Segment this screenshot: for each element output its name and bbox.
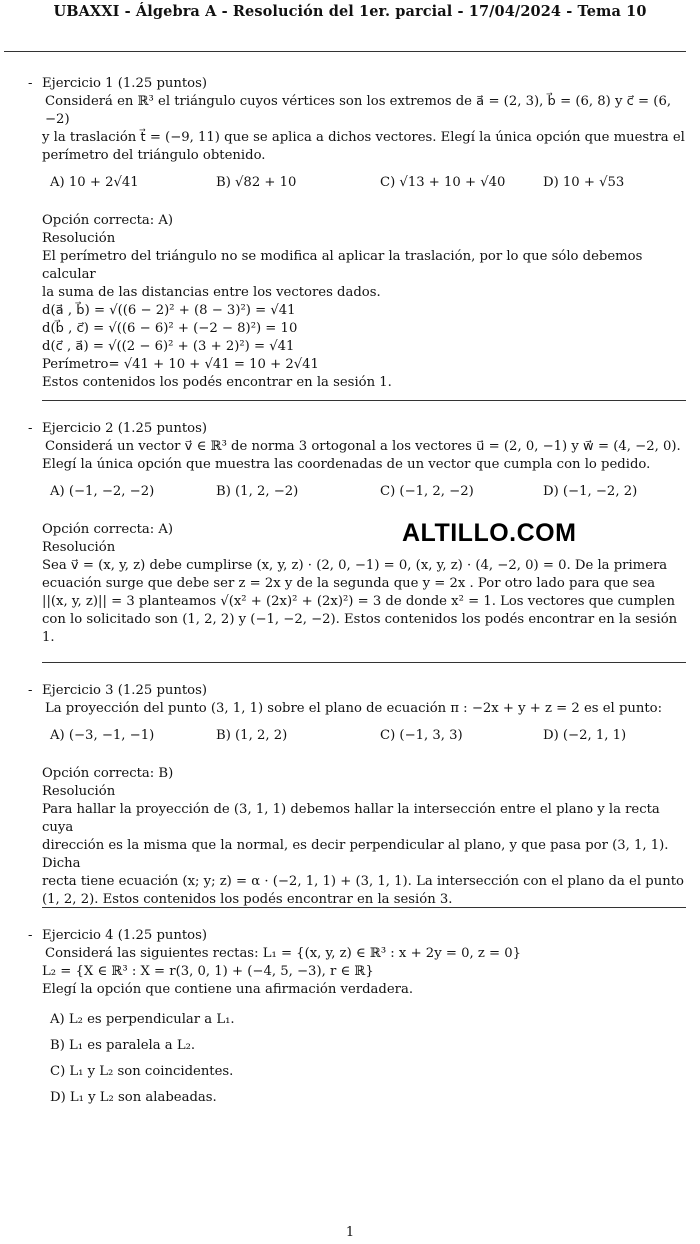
bullet-dash: - xyxy=(28,76,33,91)
resolution-line: dirección es la misma que la normal, es decir perpendicular al plano, y que pasa por (3, 1, 1). Dicha xyxy=(42,838,669,871)
bullet-dash: - xyxy=(28,683,33,698)
bullet-dash: - xyxy=(28,928,33,943)
options-row xyxy=(28,483,686,503)
options-row xyxy=(28,174,686,194)
exercise-heading: Ejercicio 1 (1.25 puntos) xyxy=(42,76,208,91)
statement-line: Considerá las siguientes rectas: L₁ = {(x, y, z) ∈ ℝ³ : x + 2y = 0, z = 0} xyxy=(45,946,522,961)
statement-line: Elegí la única opción que muestra las coordenadas de un vector que cumpla con lo pedido. xyxy=(42,457,651,472)
options-list xyxy=(50,1011,686,1115)
option-b: B) (1, 2, −2) xyxy=(216,484,299,499)
resolution-line: Sea v⃗ = (x, y, z) debe cumplirse (x, y, z) · (2, 0, −1) = 0, (x, y, z) · (4, −2, 0) = 0. De la primera xyxy=(42,558,668,573)
exercise-4 xyxy=(28,927,686,1115)
watermark-logo: ALTILLO.COM xyxy=(402,519,577,547)
statement-line: L₂ = {X ∈ ℝ³ : X = r(3, 0, 1) + (−4, 5, −3), r ∈ ℝ} xyxy=(42,964,374,979)
section-divider xyxy=(42,907,686,908)
resolution-block xyxy=(42,765,686,909)
resolution-line: d(c⃗ , a⃗) = √((2 − 6)² + (3 + 2)²) = √41 xyxy=(42,339,295,354)
option-a: A) (−3, −1, −1) xyxy=(50,728,155,743)
option-c: C) L₁ y L₂ son coincidentes. xyxy=(50,1064,234,1079)
correct-answer: Opción correcta: B) xyxy=(42,766,174,781)
header-divider xyxy=(4,51,686,52)
resolution-line: con lo solicitado son (1, 2, 2) y (−1, −2, −2). Estos contenidos los podés encontrar en la sesión 1. xyxy=(42,612,678,645)
correct-answer: Opción correcta: A) xyxy=(42,522,174,537)
option-b: B) √82 + 10 xyxy=(216,175,297,190)
section-divider xyxy=(42,400,686,401)
resolution-line: El perímetro del triángulo no se modifica al aplicar la traslación, por lo que sólo debemos calcular xyxy=(42,249,643,282)
resolution-line: d(b⃗ , c⃗) = √((6 − 6)² + (−2 − 8)²) = 10 xyxy=(42,321,298,336)
page-title: UBAXXI - Álgebra A - Resolución del 1er. parcial - 17/04/2024 - Tema 10 xyxy=(53,3,647,20)
statement-line: Considerá un vector v⃗ ∈ ℝ³ de norma 3 ortogonal a los vectores u⃗ = (2, 0, −1) y w⃗ = (4, −2, 0). xyxy=(45,439,681,454)
statement-line: Considerá en ℝ³ el triángulo cuyos vértices son los extremos de a⃗ = (2, 3), b⃗ = (6, 8) y c⃗ = (6, −2) xyxy=(45,94,672,127)
option-b: B) (1, 2, 2) xyxy=(216,728,288,743)
statement-line: y la traslación t⃗ = (−9, 11) que se aplica a dichos vectores. Elegí la única opción que muestra el xyxy=(42,130,685,145)
resolution-line: ecuación surge que debe ser z = 2x y de la segunda que y = 2x . Por otro lado para que sea xyxy=(42,576,656,591)
statement-line: perímetro del triángulo obtenido. xyxy=(42,148,266,163)
option-a: A) (−1, −2, −2) xyxy=(50,484,155,499)
options-row xyxy=(28,727,686,747)
option-b: B) L₁ es paralela a L₂. xyxy=(50,1038,196,1053)
option-d: D) 10 + √53 xyxy=(543,175,625,190)
option-a: A) L₂ es perpendicular a L₁. xyxy=(50,1012,235,1027)
exercise-2 xyxy=(28,420,686,647)
option-c: C) (−1, 2, −2) xyxy=(380,484,474,499)
resolution-label: Resolución xyxy=(42,540,116,555)
exercise-heading: Ejercicio 4 (1.25 puntos) xyxy=(42,928,208,943)
bullet-dash: - xyxy=(28,421,33,436)
exercise-1 xyxy=(28,75,686,392)
resolution-line: Perímetro= √41 + 10 + √41 = 10 + 2√41 xyxy=(42,357,319,372)
statement-line: La proyección del punto (3, 1, 1) sobre el plano de ecuación π : −2x + y + z = 2 es el punto: xyxy=(45,701,663,716)
resolution-line: (1, 2, 2). Estos contenidos los podés encontrar en la sesión 3. xyxy=(42,892,453,907)
resolution-block xyxy=(42,521,686,647)
option-d: D) (−2, 1, 1) xyxy=(543,728,627,743)
resolution-line: Para hallar la proyección de (3, 1, 1) debemos hallar la intersección entre el plano y la recta cuya xyxy=(42,802,660,835)
resolution-line: Estos contenidos los podés encontrar en la sesión 1. xyxy=(42,375,392,390)
correct-answer: Opción correcta: A) xyxy=(42,213,174,228)
option-c: C) √13 + 10 + √40 xyxy=(380,175,506,190)
exercise-heading: Ejercicio 3 (1.25 puntos) xyxy=(42,683,208,698)
resolution-label: Resolución xyxy=(42,231,116,246)
resolution-line: d(a⃗ , b⃗) = √((6 − 2)² + (8 − 3)²) = √41 xyxy=(42,303,296,318)
exercise-heading: Ejercicio 2 (1.25 puntos) xyxy=(42,421,208,436)
option-a: A) 10 + 2√41 xyxy=(50,175,139,190)
resolution-label: Resolución xyxy=(42,784,116,799)
resolution-block xyxy=(42,212,686,392)
option-c: C) (−1, 3, 3) xyxy=(380,728,463,743)
page-number: 1 xyxy=(345,1225,355,1240)
statement-line: Elegí la opción que contiene una afirmación verdadera. xyxy=(42,982,414,997)
option-d: D) (−1, −2, 2) xyxy=(543,484,638,499)
exercise-3 xyxy=(28,682,686,909)
resolution-line: ||(x, y, z)|| = 3 planteamos √(x² + (2x)² + (2x)²) = 3 de donde x² = 1. Los vectores que cumplen xyxy=(42,594,675,609)
option-d: D) L₁ y L₂ son alabeadas. xyxy=(50,1090,217,1105)
section-divider xyxy=(42,662,686,663)
resolution-line: recta tiene ecuación (x; y; z) = α · (−2, 1, 1) + (3, 1, 1). La intersección con el plano da el punto xyxy=(42,874,684,889)
resolution-line: la suma de las distancias entre los vectores dados. xyxy=(42,285,381,300)
